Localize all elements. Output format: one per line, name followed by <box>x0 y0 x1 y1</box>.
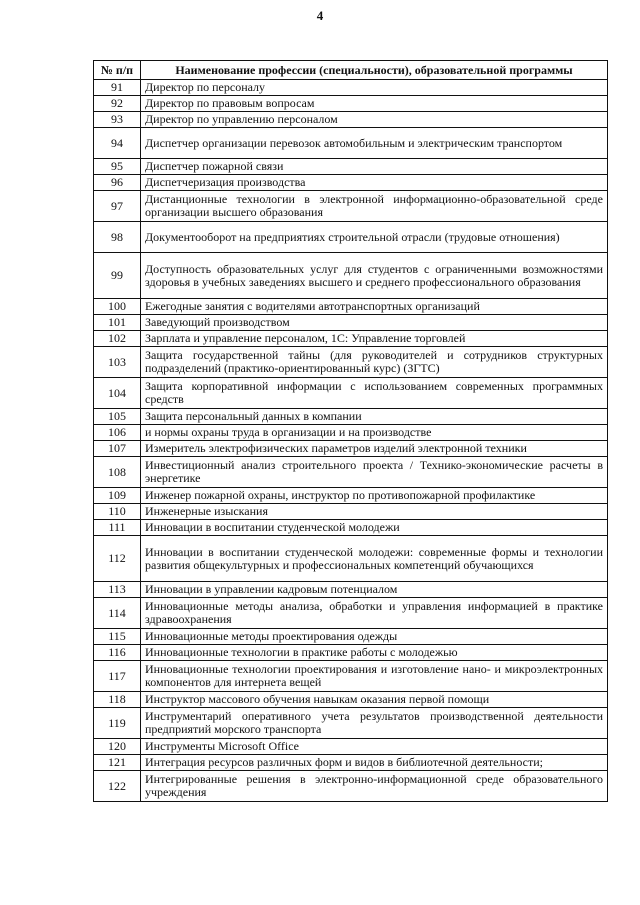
table-row <box>94 598 608 629</box>
row-number: 100 <box>94 299 141 315</box>
table-row <box>94 488 608 504</box>
row-number: 112 <box>94 536 141 582</box>
table-row <box>94 520 608 536</box>
row-program-name: Инновации в управлении кадровым потенциалом <box>141 582 608 598</box>
row-number: 122 <box>94 771 141 802</box>
row-number: 107 <box>94 441 141 457</box>
row-program-name: Диспетчеризация производства <box>141 175 608 191</box>
row-number: 115 <box>94 629 141 645</box>
row-number: 105 <box>94 409 141 425</box>
row-number: 111 <box>94 520 141 536</box>
table-header-row <box>94 61 608 80</box>
row-number: 106 <box>94 425 141 441</box>
row-program-name: Директор по правовым вопросам <box>141 96 608 112</box>
row-program-name: Интегрированные решения в электронно-информационной среде образовательного учреждения <box>141 771 608 802</box>
row-program-name: Зарплата и управление персоналом, 1С: Управление торговлей <box>141 331 608 347</box>
row-number: 102 <box>94 331 141 347</box>
row-number: 95 <box>94 159 141 175</box>
programs-table <box>93 60 608 802</box>
row-program-name: Защита персональный данных в компании <box>141 409 608 425</box>
row-program-name: Защита государственной тайны (для руководителей и сотрудников структурных подразделений (практико-ориентированный курс) (ЗГТС) <box>141 347 608 378</box>
row-number: 113 <box>94 582 141 598</box>
row-program-name: Инженер пожарной охраны, инструктор по противопожарной профилактике <box>141 488 608 504</box>
row-program-name: Диспетчер пожарной связи <box>141 159 608 175</box>
table-row <box>94 253 608 299</box>
row-program-name: Инвестиционный анализ строительного проекта / Технико-экономические расчеты в энергетике <box>141 457 608 488</box>
row-program-name: Инженерные изыскания <box>141 504 608 520</box>
row-program-name: Инновации в воспитании студенческой молодежи <box>141 520 608 536</box>
row-number: 96 <box>94 175 141 191</box>
row-number: 121 <box>94 755 141 771</box>
header-name: Наименование профессии (специальности), образовательной программы <box>141 61 608 80</box>
row-program-name: Дистанционные технологии в электронной информационно-образовательной среде организации высшего образования <box>141 191 608 222</box>
row-program-name: Директор по управлению персоналом <box>141 112 608 128</box>
table-row <box>94 378 608 409</box>
row-program-name: Защита корпоративной информации с использованием современных программных средств <box>141 378 608 409</box>
table-row <box>94 504 608 520</box>
row-program-name: Директор по персоналу <box>141 80 608 96</box>
table-row <box>94 191 608 222</box>
table-row <box>94 708 608 739</box>
row-number: 93 <box>94 112 141 128</box>
row-number: 92 <box>94 96 141 112</box>
row-number: 94 <box>94 128 141 159</box>
table-row <box>94 582 608 598</box>
row-program-name: Измеритель электрофизических параметров изделий электронной техники <box>141 441 608 457</box>
row-program-name: Инновационные методы анализа, обработки и управления информацией в практике здравоохранения <box>141 598 608 629</box>
table-row <box>94 299 608 315</box>
header-number: № п/п <box>94 61 141 80</box>
table-row <box>94 112 608 128</box>
table-row <box>94 96 608 112</box>
table-row <box>94 457 608 488</box>
table-row <box>94 661 608 692</box>
row-number: 101 <box>94 315 141 331</box>
row-number: 120 <box>94 739 141 755</box>
table-row <box>94 629 608 645</box>
table-row <box>94 331 608 347</box>
row-number: 97 <box>94 191 141 222</box>
page-number: 4 <box>316 8 324 23</box>
row-program-name: Инструктор массового обучения навыкам оказания первой помощи <box>141 692 608 708</box>
table-row <box>94 692 608 708</box>
row-program-name: Инновационные технологии в практике работы с молодежью <box>141 645 608 661</box>
row-number: 109 <box>94 488 141 504</box>
row-number: 117 <box>94 661 141 692</box>
row-program-name: Ежегодные занятия с водителями автотранспортных организаций <box>141 299 608 315</box>
table-row <box>94 80 608 96</box>
table-row <box>94 315 608 331</box>
row-program-name: и нормы охраны труда в организации и на производстве <box>141 425 608 441</box>
row-number: 104 <box>94 378 141 409</box>
row-number: 103 <box>94 347 141 378</box>
row-number: 98 <box>94 222 141 253</box>
table-row <box>94 222 608 253</box>
table-row <box>94 771 608 802</box>
row-program-name: Инновационные методы проектирования одежды <box>141 629 608 645</box>
row-program-name: Инструменты Microsoft Office <box>141 739 608 755</box>
row-program-name: Инструментарий оперативного учета результатов производственной деятельности предприятий морского транспорта <box>141 708 608 739</box>
table-row <box>94 425 608 441</box>
row-number: 118 <box>94 692 141 708</box>
table-row <box>94 409 608 425</box>
row-program-name: Инновационные технологии проектирования и изготовление нано- и микроэлектронных компонентов для интернета вещей <box>141 661 608 692</box>
table-row <box>94 645 608 661</box>
row-number: 91 <box>94 80 141 96</box>
row-number: 119 <box>94 708 141 739</box>
row-program-name: Документооборот на предприятиях строительной отрасли (трудовые отношения) <box>141 222 608 253</box>
row-number: 110 <box>94 504 141 520</box>
row-number: 99 <box>94 253 141 299</box>
row-program-name: Доступность образовательных услуг для студентов с ограниченными возможностями здоровья в учебных заведениях высшего и среднего профессионального образования <box>141 253 608 299</box>
row-program-name: Диспетчер организации перевозок автомобильным и электрическим транспортом <box>141 128 608 159</box>
table-row <box>94 441 608 457</box>
row-number: 116 <box>94 645 141 661</box>
table-row <box>94 755 608 771</box>
table-row <box>94 128 608 159</box>
row-number: 108 <box>94 457 141 488</box>
row-program-name: Инновации в воспитании студенческой молодежи: современные формы и технологии развития общекультурных и профессиональных компетенций обучающихся <box>141 536 608 582</box>
row-number: 114 <box>94 598 141 629</box>
table-row <box>94 175 608 191</box>
table-row <box>94 347 608 378</box>
table-row <box>94 159 608 175</box>
row-program-name: Интеграция ресурсов различных форм и видов в библиотечной деятельности; <box>141 755 608 771</box>
table-row <box>94 739 608 755</box>
row-program-name: Заведующий производством <box>141 315 608 331</box>
table-row <box>94 536 608 582</box>
